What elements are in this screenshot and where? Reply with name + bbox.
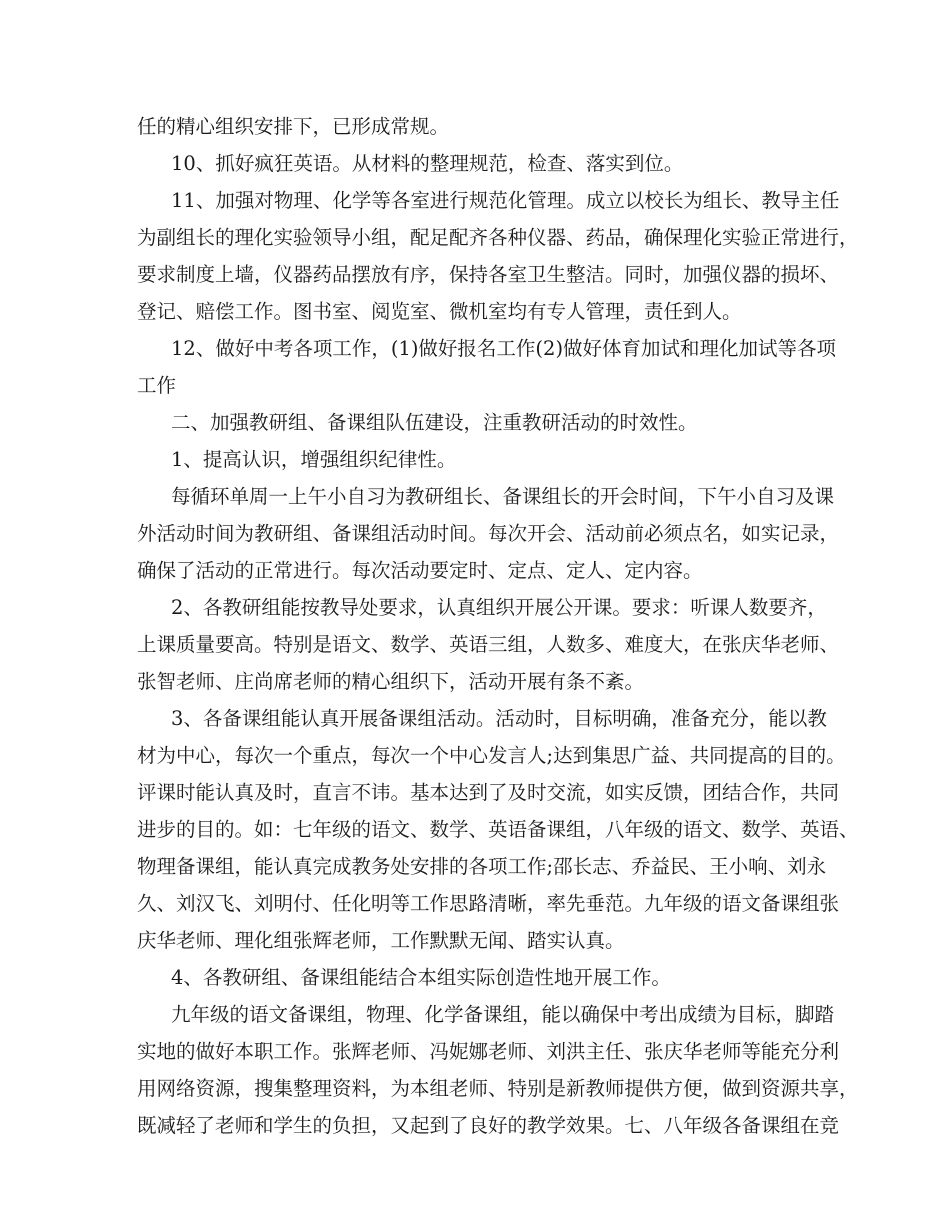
paragraph-line: 10、抓好疯狂英语。从材料的整理规范，检查、落实到位。 bbox=[171, 152, 684, 175]
paragraph-line: 材为中心，每次一个重点，每次一个中心发言人;达到集思广益、共同提高的目的。 bbox=[137, 744, 846, 767]
paragraph-line: 12、做好中考各项工作，(1)做好报名工作(2)做好体育加试和理化加试等各项 bbox=[171, 337, 837, 360]
paragraph-line: 每循环单周一上午小自习为教研组长、备课组长的开会时间，下午小自习及课 bbox=[171, 485, 835, 508]
paragraph-line: 为副组长的理化实验领导小组，配足配齐各种仪器、药品，确保理化实验正常进行， bbox=[137, 226, 859, 249]
paragraph-line: 登记、赔偿工作。图书室、阅览室、微机室均有专人管理，责任到人。 bbox=[137, 300, 742, 323]
paragraph-line: 上课质量要高。特别是语文、数学、英语三组，人数多、难度大，在张庆华老师、 bbox=[137, 633, 840, 656]
paragraph-line: 工作 bbox=[137, 374, 177, 397]
paragraph-line: 用网络资源，搜集整理资料，为本组老师、特别是新教师提供方便，做到资源共享， bbox=[137, 1077, 859, 1100]
paragraph-line: 要求制度上墙，仪器药品摆放有序，保持各室卫生整洁。同时，加强仪器的损坏、 bbox=[137, 263, 840, 286]
paragraph-line: 3、各备课组能认真开展备课组活动。活动时，目标明确，准备充分，能以教 bbox=[171, 707, 827, 730]
paragraph-line: 久、刘汉飞、刘明付、任化明等工作思路清晰，率先垂范。九年级的语文备课组张 bbox=[137, 892, 840, 915]
paragraph-line: 1、提高认识，增强组织纪律性。 bbox=[171, 448, 457, 471]
paragraph-line: 4、各教研组、备课组能结合本组实际创造性地开展工作。 bbox=[171, 966, 671, 989]
paragraph-line: 11、加强对物理、化学等各室进行规范化管理。成立以校长为组长、教导主任 bbox=[171, 189, 840, 212]
paragraph-line: 进步的目的。如：七年级的语文、数学、英语备课组，八年级的语文、数学、英语、 bbox=[137, 818, 859, 841]
paragraph-line: 评课时能认真及时，直言不讳。基本达到了及时交流，如实反馈，团结合作，共同 bbox=[137, 781, 840, 804]
paragraph-line: 庆华老师、理化组张辉老师，工作默默无闻、踏实认真。 bbox=[137, 929, 625, 952]
paragraph-line: 九年级的语文备课组，物理、化学备课组，能以确保中考出成绩为目标，脚踏 bbox=[171, 1003, 835, 1026]
paragraph-line: 外活动时间为教研组、备课组活动时间。每次开会、活动前必须点名，如实记录， bbox=[137, 522, 840, 545]
paragraph-line: 实地的做好本职工作。张辉老师、冯妮娜老师、刘洪主任、张庆华老师等能充分利 bbox=[137, 1040, 840, 1063]
paragraph-line: 2、各教研组能按教导处要求，认真组织开展公开课。要求：听课人数要齐， bbox=[171, 596, 827, 619]
paragraph-line: 任的精心组织安排下，已形成常规。 bbox=[137, 115, 450, 138]
paragraph-line: 二、加强教研组、备课组队伍建设，注重教研活动的时效性。 bbox=[171, 411, 698, 434]
paragraph-line: 确保了活动的正常进行。每次活动要定时、定点、定人、定内容。 bbox=[137, 559, 703, 582]
paragraph-line: 既减轻了老师和学生的负担，又起到了良好的教学效果。七、八年级各备课组在竞 bbox=[137, 1114, 840, 1137]
paragraph-line: 物理备课组，能认真完成教务处安排的各项工作;邵长志、乔益民、王小响、刘永 bbox=[137, 855, 827, 878]
paragraph-line: 张智老师、庄尚席老师的精心组织下，活动开展有条不紊。 bbox=[137, 670, 645, 693]
